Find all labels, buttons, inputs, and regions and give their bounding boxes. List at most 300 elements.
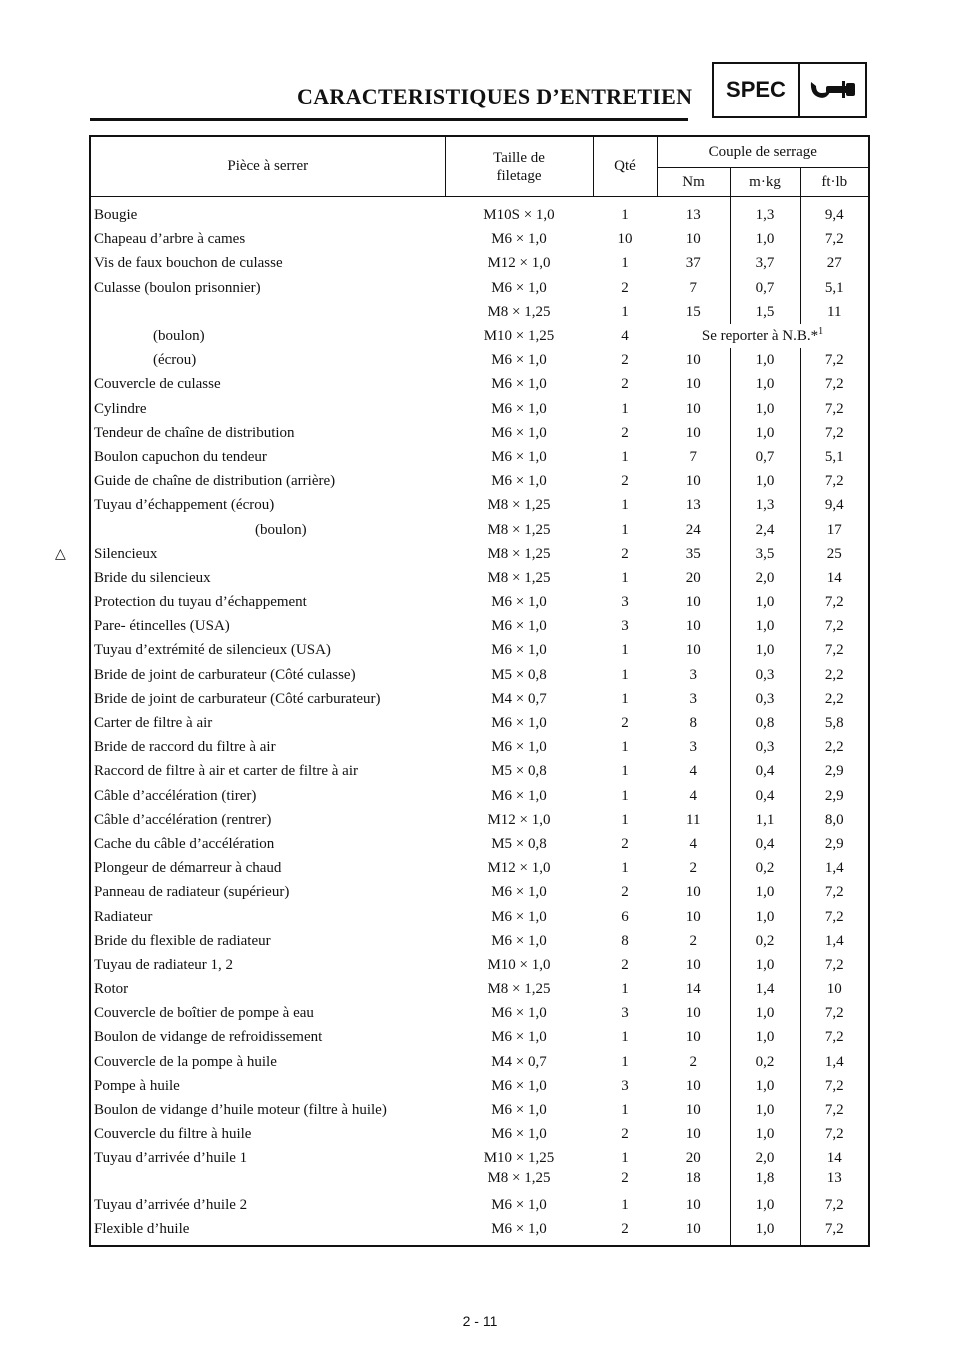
part-name [90, 904, 445, 928]
table-row [90, 808, 869, 832]
part-name [90, 687, 445, 711]
torque-nm: 11 [657, 808, 730, 832]
torque-ftlb: 7,2 [824, 424, 844, 441]
torque-ftlb: 5,1 [824, 279, 844, 296]
torque-spec-table [55, 135, 870, 1247]
part-name [90, 832, 445, 856]
part-name [90, 1122, 445, 1146]
thread-size: M6 × 1,0 [491, 932, 547, 949]
torque-mkg: 0,2 [730, 856, 800, 880]
torque-ftlb: 27 [826, 255, 842, 272]
quantity: 2 [621, 715, 629, 732]
quantity: 1 [621, 400, 629, 417]
table-row [90, 197, 869, 228]
torque-ftlb: 7,2 [824, 376, 844, 393]
torque-ftlb: 7,2 [824, 1196, 844, 1213]
col-header-ftlb: ft·lb [800, 168, 869, 197]
torque-ftlb: 7,2 [824, 1126, 844, 1143]
part-name [90, 276, 445, 300]
part-name [90, 1171, 445, 1193]
torque-mkg: 1,4 [730, 977, 800, 1001]
table-row [90, 542, 869, 566]
quantity: 3 [621, 1005, 629, 1022]
torque-mkg: 0,4 [730, 832, 800, 856]
thread-size: M10 × 1,25 [483, 328, 555, 345]
part-name [90, 663, 445, 687]
torque-ftlb: 7,2 [824, 1102, 844, 1119]
part-name [90, 324, 445, 348]
thread-size: M6 × 1,0 [491, 352, 547, 369]
part-name-text: Raccord de filtre à air et carter de filtre à air [94, 763, 359, 780]
torque-ftlb: 7,2 [824, 1077, 844, 1094]
torque-nm: 2 [657, 1050, 730, 1074]
torque-mkg: 1,0 [730, 1001, 800, 1025]
torque-ftlb: 5,1 [824, 448, 844, 465]
col-header-taille-text: Taille de filetage [493, 149, 545, 184]
part-name-text: Pare- étincelles (USA) [94, 618, 230, 635]
table-row [90, 856, 869, 880]
part-name [90, 493, 445, 517]
part-name [90, 300, 445, 324]
part-name-text: Culasse (boulon prisonnier) [94, 279, 261, 296]
part-name-text: Tuyau d’extrémité de silencieux (USA) [94, 642, 331, 659]
torque-mkg: 1,0 [730, 1074, 800, 1098]
thread-size: M6 × 1,0 [491, 1126, 547, 1143]
thread-size: M6 × 1,0 [491, 1102, 547, 1119]
quantity: 2 [621, 956, 629, 973]
part-name [90, 977, 445, 1001]
torque-nm: 2 [657, 856, 730, 880]
torque-nm: 4 [657, 784, 730, 808]
torque-mkg: 2,0 [730, 566, 800, 590]
part-name [90, 1074, 445, 1098]
thread-size: M8 × 1,25 [487, 497, 551, 514]
torque-ftlb: 2,2 [824, 666, 844, 683]
torque-ftlb: 13 [826, 1169, 842, 1186]
part-name-text: Bride du silencieux [94, 569, 211, 586]
torque-ftlb: 1,4 [824, 860, 844, 877]
torque-nm: 10 [657, 880, 730, 904]
torque-nm: 18 [657, 1171, 730, 1193]
torque-mkg: 1,0 [730, 1122, 800, 1146]
torque-nm: 10 [657, 1217, 730, 1246]
torque-nm: 4 [657, 759, 730, 783]
torque-ftlb: 9,4 [824, 207, 844, 224]
part-name-text: Couvercle de la pompe à huile [94, 1053, 277, 1070]
torque-ftlb: 7,2 [824, 1029, 844, 1046]
torque-mkg: 1,5 [730, 300, 800, 324]
thread-size: M4 × 0,7 [491, 1053, 547, 1070]
torque-note [657, 324, 869, 348]
thread-size: M12 × 1,0 [487, 255, 551, 272]
part-name [90, 759, 445, 783]
torque-mkg: 1,3 [730, 197, 800, 228]
part-name [90, 1001, 445, 1025]
torque-nm: 35 [657, 542, 730, 566]
part-name-text: Flexible d’huile [94, 1220, 190, 1237]
torque-ftlb: 7,2 [824, 1220, 844, 1237]
thread-size: M8 × 1,25 [487, 521, 551, 538]
thread-size: M6 × 1,0 [491, 1196, 547, 1213]
part-name [90, 469, 445, 493]
torque-nm: 7 [657, 276, 730, 300]
thread-size: M6 × 1,0 [491, 1005, 547, 1022]
torque-nm: 10 [657, 1025, 730, 1049]
part-name-text: Bride de raccord du filtre à air [94, 739, 276, 756]
table-row [90, 372, 869, 396]
torque-mkg: 3,7 [730, 251, 800, 275]
part-name-text: Boulon de vidange d’huile moteur (filtre à huile) [94, 1102, 387, 1119]
quantity: 2 [621, 545, 629, 562]
title-underline [90, 118, 688, 121]
torque-nm: 3 [657, 735, 730, 759]
part-name-text: Tuyau de radiateur 1, 2 [94, 956, 233, 973]
col-header-nm: Nm [657, 168, 730, 197]
thread-size: M12 × 1,0 [487, 811, 551, 828]
torque-mkg: 1,0 [730, 1025, 800, 1049]
table-row [90, 663, 869, 687]
quantity: 1 [621, 860, 629, 877]
thread-size: M5 × 0,8 [491, 835, 547, 852]
note-superscript: 1 [818, 326, 824, 338]
quantity: 1 [621, 811, 629, 828]
torque-ftlb: 5,8 [824, 715, 844, 732]
table-row [90, 445, 869, 469]
torque-ftlb: 7,2 [824, 956, 844, 973]
table-row [90, 1146, 869, 1170]
torque-ftlb: 7,2 [824, 400, 844, 417]
part-name-text: Couvercle de culasse [94, 376, 221, 393]
torque-nm: 10 [657, 421, 730, 445]
table-body [55, 197, 869, 1246]
part-name [90, 735, 445, 759]
part-name-text: Couvercle de boîtier de pompe à eau [94, 1005, 314, 1022]
part-name [90, 566, 445, 590]
torque-nm: 8 [657, 711, 730, 735]
table-row [90, 1025, 869, 1049]
thread-size: M5 × 0,8 [491, 763, 547, 780]
torque-ftlb: 2,9 [824, 835, 844, 852]
quantity: 2 [621, 1126, 629, 1143]
quantity: 4 [621, 328, 629, 345]
torque-nm: 10 [657, 1098, 730, 1122]
table-row [90, 638, 869, 662]
col-header-couple: Couple de serrage [657, 136, 869, 168]
torque-mkg: 1,0 [730, 904, 800, 928]
part-name [90, 953, 445, 977]
part-name-text: Couvercle du filtre à huile [94, 1126, 252, 1143]
torque-ftlb: 9,4 [824, 497, 844, 514]
part-name-text: Tuyau d’arrivée d’huile 2 [94, 1196, 248, 1213]
wrench-icon [800, 64, 865, 116]
thread-size: M6 × 1,0 [491, 884, 547, 901]
thread-size: M6 × 1,0 [491, 594, 547, 611]
torque-ftlb: 7,2 [824, 473, 844, 490]
torque-mkg: 0,4 [730, 784, 800, 808]
table-row [90, 977, 869, 1001]
thread-size: M10S × 1,0 [483, 207, 555, 224]
quantity: 2 [621, 835, 629, 852]
part-name [90, 1217, 445, 1246]
torque-ftlb: 2,2 [824, 690, 844, 707]
torque-mkg: 1,0 [730, 421, 800, 445]
torque-mkg: 1,0 [730, 880, 800, 904]
quantity: 1 [621, 981, 629, 998]
torque-mkg: 0,7 [730, 276, 800, 300]
part-name-text: (boulon) [255, 521, 307, 538]
quantity: 1 [621, 255, 629, 272]
torque-nm: 10 [657, 397, 730, 421]
quantity: 2 [621, 279, 629, 296]
quantity: 1 [621, 642, 629, 659]
thread-size: M5 × 0,8 [491, 666, 547, 683]
part-name-text: Guide de chaîne de distribution (arrière) [94, 473, 336, 490]
quantity: 3 [621, 594, 629, 611]
part-name [90, 517, 445, 541]
table-row [90, 227, 869, 251]
part-name-text: Câble d’accélération (tirer) [94, 787, 257, 804]
torque-mkg: 1,0 [730, 397, 800, 421]
thread-size: M6 × 1,0 [491, 231, 547, 248]
quantity: 1 [621, 1196, 629, 1213]
part-name-text: Bougie [94, 207, 138, 224]
part-name [90, 197, 445, 228]
torque-mkg: 1,0 [730, 1193, 800, 1217]
torque-mkg: 0,4 [730, 759, 800, 783]
quantity: 1 [621, 303, 629, 320]
thread-size: M6 × 1,0 [491, 400, 547, 417]
part-name [90, 348, 445, 372]
torque-mkg: 1,0 [730, 638, 800, 662]
quantity: 10 [617, 231, 633, 248]
part-name [90, 614, 445, 638]
thread-size: M10 × 1,25 [483, 1150, 555, 1167]
part-name-text: Vis de faux bouchon de culasse [94, 255, 283, 272]
torque-mkg: 2,0 [730, 1146, 800, 1170]
torque-nm: 37 [657, 251, 730, 275]
torque-mkg: 3,5 [730, 542, 800, 566]
quantity: 2 [621, 1169, 629, 1186]
torque-nm: 3 [657, 663, 730, 687]
table-row [90, 517, 869, 541]
col-header-mkg: m·kg [730, 168, 800, 197]
torque-nm: 10 [657, 1074, 730, 1098]
table-row [90, 1001, 869, 1025]
thread-size: M6 × 1,0 [491, 424, 547, 441]
torque-nm: 15 [657, 300, 730, 324]
torque-ftlb: 10 [826, 981, 842, 998]
torque-nm: 10 [657, 904, 730, 928]
table-row [90, 421, 869, 445]
torque-mkg: 0,8 [730, 711, 800, 735]
table-row [90, 590, 869, 614]
part-name [90, 856, 445, 880]
thread-size: M6 × 1,0 [491, 1029, 547, 1046]
part-name [90, 251, 445, 275]
part-name-text: Câble d’accélération (rentrer) [94, 811, 272, 828]
table-row [90, 904, 869, 928]
col-header-piece: Pièce à serrer [90, 136, 445, 197]
table-row [90, 953, 869, 977]
table-row [90, 1193, 869, 1217]
table-row [90, 1217, 869, 1246]
table-row [90, 1050, 869, 1074]
thread-size: M12 × 1,0 [487, 860, 551, 877]
torque-mkg: 1,0 [730, 1098, 800, 1122]
quantity: 1 [621, 569, 629, 586]
table-row [90, 711, 869, 735]
table-row [90, 1098, 869, 1122]
table-row [90, 251, 869, 275]
torque-nm: 10 [657, 590, 730, 614]
part-name [90, 638, 445, 662]
torque-mkg: 1,0 [730, 614, 800, 638]
table-row [90, 929, 869, 953]
table-row [90, 1122, 869, 1146]
torque-nm: 10 [657, 469, 730, 493]
thread-size: M6 × 1,0 [491, 908, 547, 925]
torque-mkg: 0,2 [730, 1050, 800, 1074]
quantity: 3 [621, 618, 629, 635]
torque-ftlb: 2,9 [824, 787, 844, 804]
part-name-text: Tuyau d’échappement (écrou) [94, 497, 275, 514]
torque-mkg: 1,0 [730, 372, 800, 396]
quantity: 8 [621, 932, 629, 949]
table-row [90, 832, 869, 856]
torque-mkg: 2,4 [730, 517, 800, 541]
torque-ftlb: 7,2 [824, 908, 844, 925]
quantity: 2 [621, 884, 629, 901]
torque-nm: 4 [657, 832, 730, 856]
table-row [90, 1171, 869, 1193]
part-name [90, 711, 445, 735]
torque-mkg: 1,0 [730, 348, 800, 372]
torque-nm: 10 [657, 1001, 730, 1025]
thread-size: M6 × 1,0 [491, 1077, 547, 1094]
table-row [90, 348, 869, 372]
triangle-mark-icon: △ [55, 545, 66, 562]
torque-mkg: 1,0 [730, 590, 800, 614]
torque-nm: 10 [657, 372, 730, 396]
torque-ftlb: 7,2 [824, 231, 844, 248]
part-name-text: Pompe à huile [94, 1077, 180, 1094]
thread-size: M6 × 1,0 [491, 787, 547, 804]
quantity: 2 [621, 473, 629, 490]
torque-ftlb: 1,4 [824, 932, 844, 949]
thread-size: M10 × 1,0 [487, 956, 551, 973]
torque-note-text: Se reporter à N.B.* [701, 328, 819, 345]
torque-mkg: 1,0 [730, 227, 800, 251]
part-name [90, 808, 445, 832]
torque-mkg: 1,0 [730, 469, 800, 493]
torque-ftlb: 7,2 [824, 642, 844, 659]
quantity: 1 [621, 1029, 629, 1046]
torque-mkg: 0,2 [730, 929, 800, 953]
torque-ftlb: 2,9 [824, 763, 844, 780]
torque-ftlb: 8,0 [824, 811, 844, 828]
table-row [90, 566, 869, 590]
table-row [90, 735, 869, 759]
thread-size: M6 × 1,0 [491, 642, 547, 659]
thread-size: M6 × 1,0 [491, 279, 547, 296]
spec-label: SPEC [714, 64, 800, 116]
quantity: 1 [621, 497, 629, 514]
torque-nm: 10 [657, 1122, 730, 1146]
table-row [90, 784, 869, 808]
part-name-text: (écrou) [153, 352, 197, 369]
torque-ftlb: 17 [826, 521, 842, 538]
torque-mkg: 1,0 [730, 953, 800, 977]
torque-ftlb: 7,2 [824, 352, 844, 369]
thread-size: M6 × 1,0 [491, 448, 547, 465]
table-row [90, 469, 869, 493]
table-row [90, 300, 869, 324]
part-name [90, 1193, 445, 1217]
quantity: 2 [621, 352, 629, 369]
torque-nm: 14 [657, 977, 730, 1001]
page-number: 2 - 11 [462, 1313, 498, 1329]
quantity: 1 [621, 448, 629, 465]
torque-nm: 20 [657, 1146, 730, 1170]
spec-badge [712, 62, 867, 118]
part-name-text: Silencieux [94, 545, 158, 562]
part-name-text: Boulon capuchon du tendeur [94, 448, 267, 465]
table-row [90, 759, 869, 783]
torque-ftlb: 11 [827, 303, 842, 320]
thread-size: M8 × 1,25 [487, 545, 551, 562]
quantity: 3 [621, 1077, 629, 1094]
torque-mkg: 1,8 [730, 1171, 800, 1193]
part-name-text: Bride de joint de carburateur (Côté culasse) [94, 666, 356, 683]
torque-nm: 10 [657, 953, 730, 977]
torque-ftlb: 7,2 [824, 618, 844, 635]
quantity: 1 [621, 690, 629, 707]
torque-nm: 24 [657, 517, 730, 541]
thread-size: M6 × 1,0 [491, 618, 547, 635]
thread-size: M8 × 1,25 [487, 569, 551, 586]
torque-nm: 3 [657, 687, 730, 711]
table-row [90, 614, 869, 638]
torque-nm: 10 [657, 348, 730, 372]
quantity: 6 [621, 908, 629, 925]
part-name [90, 880, 445, 904]
torque-ftlb: 14 [826, 1150, 842, 1167]
torque-mkg: 1,3 [730, 493, 800, 517]
quantity: 1 [621, 207, 629, 224]
part-name-text: (boulon) [153, 328, 205, 345]
part-name-text: Cylindre [94, 400, 147, 417]
part-name [90, 372, 445, 396]
torque-ftlb: 7,2 [824, 1005, 844, 1022]
table-row [90, 493, 869, 517]
part-name-text: Plongeur de démarreur à chaud [94, 860, 282, 877]
part-name [90, 1050, 445, 1074]
quantity: 1 [621, 1053, 629, 1070]
torque-ftlb: 7,2 [824, 884, 844, 901]
table-row [90, 1074, 869, 1098]
torque-mkg: 0,3 [730, 735, 800, 759]
part-name-text: Protection du tuyau d’échappement [94, 594, 307, 611]
torque-nm: 13 [657, 493, 730, 517]
part-name [90, 227, 445, 251]
torque-ftlb: 14 [826, 569, 842, 586]
table-row [90, 880, 869, 904]
quantity: 2 [621, 376, 629, 393]
table-row [90, 276, 869, 300]
table-row [90, 687, 869, 711]
part-name-text: Bride de joint de carburateur (Côté carburateur) [94, 690, 381, 707]
part-name-text: Bride du flexible de radiateur [94, 932, 271, 949]
